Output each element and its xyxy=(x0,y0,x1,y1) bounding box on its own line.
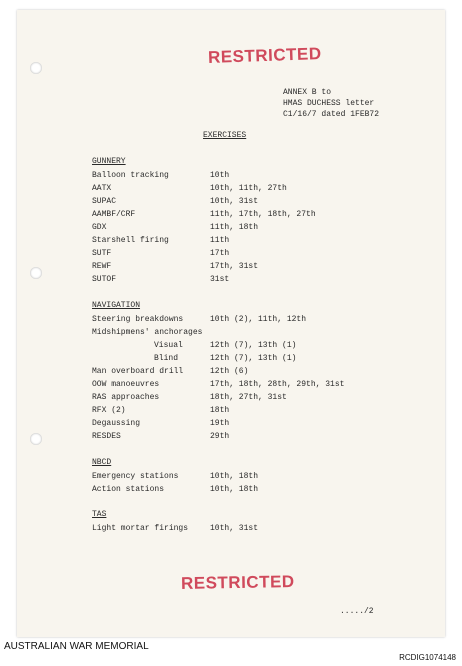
page-title: EXERCISES xyxy=(203,131,247,140)
exercise-name: Man overboard drill xyxy=(92,367,184,376)
page-continuation-marker: ...../2 xyxy=(340,607,374,616)
section-heading-nbcd: NBCD xyxy=(92,458,112,467)
exercise-dates: 11th xyxy=(210,236,230,245)
exercise-dates: 29th xyxy=(210,432,230,441)
exercise-dates: 10th, 11th, 27th xyxy=(210,184,287,193)
restricted-stamp-top: RESTRICTED xyxy=(207,44,322,67)
exercise-name: RFX (2) xyxy=(92,406,126,415)
exercise-dates: 17th xyxy=(210,249,230,258)
exercise-dates: 11th, 17th, 18th, 27th xyxy=(210,210,316,219)
exercise-name: Action stations xyxy=(92,485,165,494)
punch-hole xyxy=(30,267,42,279)
exercise-dates: 18th xyxy=(210,406,230,415)
exercise-dates: 10th (2), 11th, 12th xyxy=(210,315,307,324)
exercise-name: AATX xyxy=(92,184,112,193)
annex-line-2: HMAS DUCHESS letter xyxy=(283,99,375,108)
annex-line-3: C1/16/7 dated 1FEB72 xyxy=(283,110,380,119)
exercise-dates: 10th xyxy=(210,171,230,180)
exercise-name: SUTF xyxy=(92,249,112,258)
exercise-name: SUPAC xyxy=(92,197,117,206)
exercise-name: Degaussing xyxy=(92,419,141,428)
exercise-dates: 10th, 31st xyxy=(210,197,259,206)
exercise-dates: 10th, 18th xyxy=(210,472,259,481)
exercise-dates: 17th, 18th, 28th, 29th, 31st xyxy=(210,380,345,389)
exercise-name: Midshipmens' anchorages xyxy=(92,328,203,337)
exercise-subitem: Blind xyxy=(154,354,179,363)
exercise-dates: 31st xyxy=(210,275,230,284)
punch-hole xyxy=(30,433,42,445)
exercise-name: Starshell firing xyxy=(92,236,169,245)
exercise-name: SUTOF xyxy=(92,275,117,284)
annex-line-1: ANNEX B to xyxy=(283,88,332,97)
exercise-name: RESDES xyxy=(92,432,121,441)
exercise-name: OOW manoeuvres xyxy=(92,380,160,389)
exercise-subitem: Visual xyxy=(154,341,183,350)
exercise-dates: 11th, 18th xyxy=(210,223,259,232)
exercise-dates: 17th, 31st xyxy=(210,262,259,271)
exercise-name: REWF xyxy=(92,262,112,271)
exercise-name: AAMBF/CRF xyxy=(92,210,136,219)
footer-institution: AUSTRALIAN WAR MEMORIAL xyxy=(4,641,149,652)
exercise-dates: 10th, 31st xyxy=(210,524,259,533)
exercise-name: Balloon tracking xyxy=(92,171,169,180)
punch-hole xyxy=(30,62,42,74)
exercise-name: GDX xyxy=(92,223,107,232)
exercise-name: Steering breakdowns xyxy=(92,315,184,324)
footer-record-id: RCDIG1074148 xyxy=(399,653,456,662)
section-heading-tas: TAS xyxy=(92,510,107,519)
exercise-dates: 10th, 18th xyxy=(210,485,259,494)
exercise-dates: 18th, 27th, 31st xyxy=(210,393,287,402)
exercise-name: Emergency stations xyxy=(92,472,179,481)
section-heading-gunnery: GUNNERY xyxy=(92,157,126,166)
restricted-stamp-bottom: RESTRICTED xyxy=(180,572,295,593)
exercise-name: Light mortar firings xyxy=(92,524,189,533)
exercise-name: RAS approaches xyxy=(92,393,160,402)
exercise-dates: 12th (7), 13th (1) xyxy=(210,341,297,350)
section-heading-navigation: NAVIGATION xyxy=(92,301,141,310)
exercise-dates: 12th (7), 13th (1) xyxy=(210,354,297,363)
exercise-dates: 12th (6) xyxy=(210,367,249,376)
exercise-dates: 19th xyxy=(210,419,230,428)
